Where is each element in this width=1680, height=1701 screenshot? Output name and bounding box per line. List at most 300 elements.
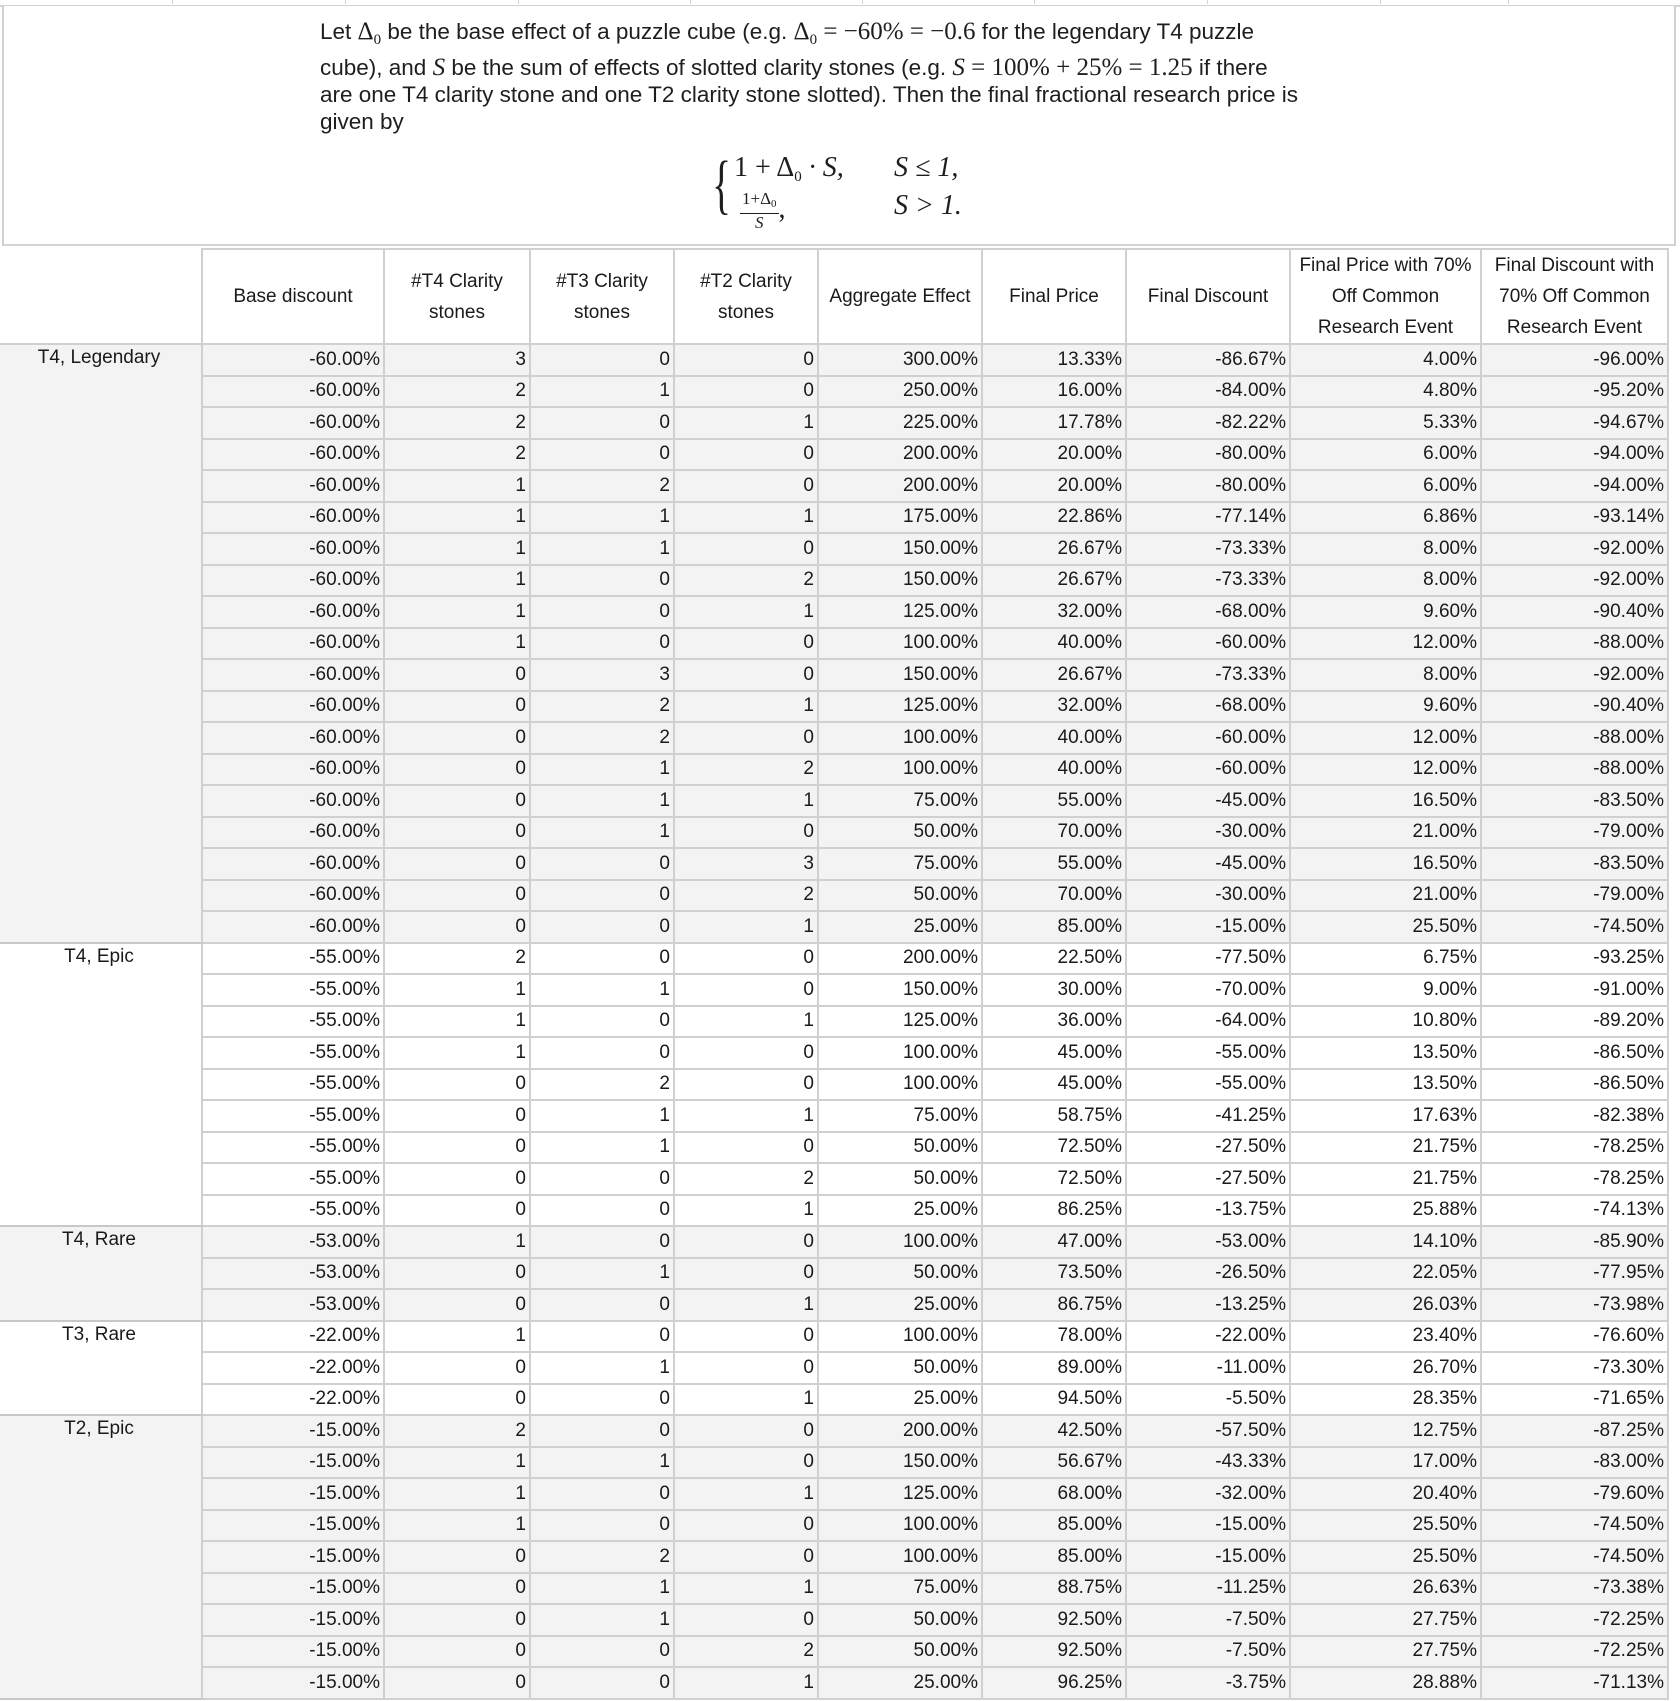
aggregate-effect-cell[interactable]: 50.00%: [818, 1163, 982, 1195]
t4-stones-cell[interactable]: 1: [384, 1321, 530, 1353]
base-discount-cell[interactable]: -55.00%: [202, 1132, 384, 1164]
final-price-event-header[interactable]: Final Price with 70% Off Common Research Event: [1290, 249, 1481, 344]
final-price-event-cell[interactable]: 9.60%: [1290, 691, 1481, 723]
final-price-cell[interactable]: 32.00%: [982, 691, 1126, 723]
final-price-event-cell[interactable]: 12.00%: [1290, 628, 1481, 660]
final-price-event-cell[interactable]: 21.00%: [1290, 817, 1481, 849]
aggregate-effect-cell[interactable]: 50.00%: [818, 1258, 982, 1290]
base-discount-cell[interactable]: -60.00%: [202, 596, 384, 628]
aggregate-effect-cell[interactable]: 50.00%: [818, 1132, 982, 1164]
t2-stones-cell[interactable]: 1: [674, 502, 818, 534]
final-price-event-cell[interactable]: 8.00%: [1290, 533, 1481, 565]
final-discount-cell[interactable]: -30.00%: [1126, 880, 1290, 912]
t2-stones-cell[interactable]: 2: [674, 880, 818, 912]
final-price-cell[interactable]: 26.67%: [982, 533, 1126, 565]
final-price-cell[interactable]: 70.00%: [982, 880, 1126, 912]
t4-stones-cell[interactable]: 0: [384, 1384, 530, 1416]
final-price-event-cell[interactable]: 25.50%: [1290, 1510, 1481, 1542]
final-price-cell[interactable]: 32.00%: [982, 596, 1126, 628]
final-discount-cell[interactable]: -68.00%: [1126, 596, 1290, 628]
t3-stones-cell[interactable]: 0: [530, 1163, 674, 1195]
base-discount-cell[interactable]: -60.00%: [202, 785, 384, 817]
t2-stones-cell[interactable]: 0: [674, 1258, 818, 1290]
final-discount-event-cell[interactable]: -79.00%: [1481, 817, 1668, 849]
t3-stones-cell[interactable]: 1: [530, 785, 674, 817]
final-price-cell[interactable]: 72.50%: [982, 1132, 1126, 1164]
final-discount-event-cell[interactable]: -86.50%: [1481, 1037, 1668, 1069]
t4-stones-cell[interactable]: 0: [384, 880, 530, 912]
final-price-event-cell[interactable]: 14.10%: [1290, 1226, 1481, 1258]
final-price-event-cell[interactable]: 16.50%: [1290, 848, 1481, 880]
final-price-cell[interactable]: 47.00%: [982, 1226, 1126, 1258]
final-price-cell[interactable]: 26.67%: [982, 659, 1126, 691]
base-discount-cell[interactable]: -15.00%: [202, 1478, 384, 1510]
final-discount-cell[interactable]: -60.00%: [1126, 754, 1290, 786]
aggregate-effect-cell[interactable]: 200.00%: [818, 1415, 982, 1447]
t3-stones-cell[interactable]: 0: [530, 1478, 674, 1510]
t3-stones-cell[interactable]: 0: [530, 1195, 674, 1227]
final-discount-cell[interactable]: -15.00%: [1126, 1510, 1290, 1542]
aggregate-effect-cell[interactable]: 50.00%: [818, 880, 982, 912]
final-discount-event-cell[interactable]: -76.60%: [1481, 1321, 1668, 1353]
t3-stones-cell[interactable]: 0: [530, 439, 674, 471]
final-price-event-cell[interactable]: 26.03%: [1290, 1289, 1481, 1321]
base-discount-cell[interactable]: -22.00%: [202, 1321, 384, 1353]
t4-stones-cell[interactable]: 2: [384, 943, 530, 975]
t4-stones-cell[interactable]: 0: [384, 1604, 530, 1636]
t2-stones-cell[interactable]: 1: [674, 1573, 818, 1605]
t4-stones-cell[interactable]: 1: [384, 596, 530, 628]
group-label-cell[interactable]: T4, Epic: [0, 943, 202, 1227]
final-discount-event-cell[interactable]: -90.40%: [1481, 596, 1668, 628]
final-discount-cell[interactable]: -77.14%: [1126, 502, 1290, 534]
final-discount-event-cell[interactable]: -79.60%: [1481, 1478, 1668, 1510]
t4-stones-cell[interactable]: 1: [384, 1447, 530, 1479]
t4-stones-cell[interactable]: 1: [384, 565, 530, 597]
aggregate-effect-cell[interactable]: 50.00%: [818, 1604, 982, 1636]
corner-header[interactable]: [0, 249, 202, 344]
t3-stones-cell[interactable]: 0: [530, 407, 674, 439]
t3-stones-cell[interactable]: 0: [530, 943, 674, 975]
t2-stones-header[interactable]: #T2 Clarity stones: [674, 249, 818, 344]
t2-stones-cell[interactable]: 2: [674, 754, 818, 786]
t2-stones-cell[interactable]: 1: [674, 1100, 818, 1132]
t3-stones-cell[interactable]: 2: [530, 722, 674, 754]
final-price-event-cell[interactable]: 4.80%: [1290, 376, 1481, 408]
base-discount-cell[interactable]: -55.00%: [202, 1037, 384, 1069]
aggregate-effect-cell[interactable]: 75.00%: [818, 1573, 982, 1605]
final-price-cell[interactable]: 13.33%: [982, 344, 1126, 376]
t2-stones-cell[interactable]: 0: [674, 344, 818, 376]
t4-stones-cell[interactable]: 1: [384, 628, 530, 660]
final-price-event-cell[interactable]: 6.00%: [1290, 470, 1481, 502]
t4-stones-cell[interactable]: 3: [384, 344, 530, 376]
final-price-cell[interactable]: 78.00%: [982, 1321, 1126, 1353]
t3-stones-cell[interactable]: 0: [530, 1384, 674, 1416]
aggregate-effect-header[interactable]: Aggregate Effect: [818, 249, 982, 344]
base-discount-cell[interactable]: -55.00%: [202, 1163, 384, 1195]
final-discount-event-cell[interactable]: -83.50%: [1481, 785, 1668, 817]
base-discount-cell[interactable]: -60.00%: [202, 848, 384, 880]
base-discount-cell[interactable]: -15.00%: [202, 1510, 384, 1542]
aggregate-effect-cell[interactable]: 200.00%: [818, 943, 982, 975]
t2-stones-cell[interactable]: 1: [674, 407, 818, 439]
final-discount-cell[interactable]: -73.33%: [1126, 659, 1290, 691]
aggregate-effect-cell[interactable]: 100.00%: [818, 1541, 982, 1573]
final-discount-event-cell[interactable]: -88.00%: [1481, 754, 1668, 786]
base-discount-cell[interactable]: -60.00%: [202, 659, 384, 691]
t2-stones-cell[interactable]: 0: [674, 1069, 818, 1101]
final-price-event-cell[interactable]: 12.75%: [1290, 1415, 1481, 1447]
final-price-event-cell[interactable]: 17.63%: [1290, 1100, 1481, 1132]
base-discount-cell[interactable]: -15.00%: [202, 1604, 384, 1636]
final-price-event-cell[interactable]: 21.75%: [1290, 1163, 1481, 1195]
final-price-cell[interactable]: 42.50%: [982, 1415, 1126, 1447]
final-discount-cell[interactable]: -84.00%: [1126, 376, 1290, 408]
final-price-cell[interactable]: 16.00%: [982, 376, 1126, 408]
t2-stones-cell[interactable]: 0: [674, 1226, 818, 1258]
base-discount-cell[interactable]: -60.00%: [202, 911, 384, 943]
final-price-cell[interactable]: 40.00%: [982, 722, 1126, 754]
base-discount-cell[interactable]: -15.00%: [202, 1541, 384, 1573]
base-discount-cell[interactable]: -53.00%: [202, 1258, 384, 1290]
final-discount-cell[interactable]: -7.50%: [1126, 1604, 1290, 1636]
final-discount-cell[interactable]: -70.00%: [1126, 974, 1290, 1006]
t3-stones-cell[interactable]: 0: [530, 848, 674, 880]
t3-stones-cell[interactable]: 1: [530, 817, 674, 849]
final-price-event-cell[interactable]: 9.00%: [1290, 974, 1481, 1006]
t4-stones-cell[interactable]: 0: [384, 1132, 530, 1164]
t4-stones-cell[interactable]: 0: [384, 691, 530, 723]
final-price-cell[interactable]: 45.00%: [982, 1037, 1126, 1069]
t2-stones-cell[interactable]: 0: [674, 943, 818, 975]
base-discount-header[interactable]: Base discount: [202, 249, 384, 344]
base-discount-cell[interactable]: -55.00%: [202, 1006, 384, 1038]
final-discount-event-cell[interactable]: -94.67%: [1481, 407, 1668, 439]
final-discount-cell[interactable]: -73.33%: [1126, 565, 1290, 597]
final-price-event-cell[interactable]: 6.86%: [1290, 502, 1481, 534]
final-discount-cell[interactable]: -13.25%: [1126, 1289, 1290, 1321]
group-label-cell[interactable]: T4, Legendary: [0, 344, 202, 943]
final-discount-cell[interactable]: -32.00%: [1126, 1478, 1290, 1510]
final-discount-cell[interactable]: -43.33%: [1126, 1447, 1290, 1479]
t2-stones-cell[interactable]: 0: [674, 376, 818, 408]
t2-stones-cell[interactable]: 3: [674, 848, 818, 880]
t3-stones-cell[interactable]: 0: [530, 565, 674, 597]
final-price-cell[interactable]: 85.00%: [982, 911, 1126, 943]
final-price-event-cell[interactable]: 25.88%: [1290, 1195, 1481, 1227]
t2-stones-cell[interactable]: 1: [674, 1478, 818, 1510]
aggregate-effect-cell[interactable]: 100.00%: [818, 1037, 982, 1069]
t4-stones-cell[interactable]: 0: [384, 1352, 530, 1384]
aggregate-effect-cell[interactable]: 50.00%: [818, 1352, 982, 1384]
final-discount-event-cell[interactable]: -78.25%: [1481, 1163, 1668, 1195]
final-price-cell[interactable]: 36.00%: [982, 1006, 1126, 1038]
t4-stones-cell[interactable]: 0: [384, 1573, 530, 1605]
final-discount-cell[interactable]: -22.00%: [1126, 1321, 1290, 1353]
t2-stones-cell[interactable]: 0: [674, 1321, 818, 1353]
t3-stones-cell[interactable]: 0: [530, 1037, 674, 1069]
t2-stones-cell[interactable]: 0: [674, 628, 818, 660]
final-discount-cell[interactable]: -82.22%: [1126, 407, 1290, 439]
aggregate-effect-cell[interactable]: 25.00%: [818, 911, 982, 943]
final-discount-event-cell[interactable]: -88.00%: [1481, 628, 1668, 660]
aggregate-effect-cell[interactable]: 150.00%: [818, 974, 982, 1006]
aggregate-effect-cell[interactable]: 150.00%: [818, 565, 982, 597]
base-discount-cell[interactable]: -15.00%: [202, 1667, 384, 1699]
final-discount-event-cell[interactable]: -92.00%: [1481, 565, 1668, 597]
final-price-event-cell[interactable]: 17.00%: [1290, 1447, 1481, 1479]
t3-stones-cell[interactable]: 0: [530, 1415, 674, 1447]
base-discount-cell[interactable]: -60.00%: [202, 470, 384, 502]
final-price-cell[interactable]: 85.00%: [982, 1541, 1126, 1573]
final-price-cell[interactable]: 22.86%: [982, 502, 1126, 534]
base-discount-cell[interactable]: -55.00%: [202, 974, 384, 1006]
final-price-cell[interactable]: 73.50%: [982, 1258, 1126, 1290]
final-discount-event-cell[interactable]: -95.20%: [1481, 376, 1668, 408]
t3-stones-cell[interactable]: 1: [530, 376, 674, 408]
base-discount-cell[interactable]: -55.00%: [202, 1069, 384, 1101]
final-discount-cell[interactable]: -11.00%: [1126, 1352, 1290, 1384]
aggregate-effect-cell[interactable]: 125.00%: [818, 596, 982, 628]
final-discount-header[interactable]: Final Discount: [1126, 249, 1290, 344]
t2-stones-cell[interactable]: 0: [674, 1352, 818, 1384]
t3-stones-cell[interactable]: 0: [530, 880, 674, 912]
aggregate-effect-cell[interactable]: 150.00%: [818, 1447, 982, 1479]
aggregate-effect-cell[interactable]: 125.00%: [818, 691, 982, 723]
final-discount-cell[interactable]: -80.00%: [1126, 470, 1290, 502]
aggregate-effect-cell[interactable]: 75.00%: [818, 785, 982, 817]
base-discount-cell[interactable]: -60.00%: [202, 817, 384, 849]
final-discount-cell[interactable]: -80.00%: [1126, 439, 1290, 471]
aggregate-effect-cell[interactable]: 300.00%: [818, 344, 982, 376]
final-discount-event-cell[interactable]: -74.50%: [1481, 1541, 1668, 1573]
final-price-cell[interactable]: 40.00%: [982, 628, 1126, 660]
final-price-event-cell[interactable]: 28.35%: [1290, 1384, 1481, 1416]
aggregate-effect-cell[interactable]: 100.00%: [818, 628, 982, 660]
t4-stones-cell[interactable]: 0: [384, 1541, 530, 1573]
t2-stones-cell[interactable]: 0: [674, 1132, 818, 1164]
t3-stones-cell[interactable]: 3: [530, 659, 674, 691]
t2-stones-cell[interactable]: 0: [674, 722, 818, 754]
t4-stones-cell[interactable]: 2: [384, 376, 530, 408]
final-discount-event-cell[interactable]: -73.38%: [1481, 1573, 1668, 1605]
final-discount-event-cell[interactable]: -94.00%: [1481, 439, 1668, 471]
t4-stones-cell[interactable]: 1: [384, 1478, 530, 1510]
aggregate-effect-cell[interactable]: 100.00%: [818, 1321, 982, 1353]
formula-note-cell[interactable]: [2, 6, 1676, 246]
aggregate-effect-cell[interactable]: 25.00%: [818, 1384, 982, 1416]
final-discount-cell[interactable]: -41.25%: [1126, 1100, 1290, 1132]
t4-stones-cell[interactable]: 1: [384, 1226, 530, 1258]
final-discount-event-cell[interactable]: -74.13%: [1481, 1195, 1668, 1227]
t4-stones-cell[interactable]: 0: [384, 1636, 530, 1668]
t2-stones-cell[interactable]: 1: [674, 1289, 818, 1321]
final-price-event-cell[interactable]: 16.50%: [1290, 785, 1481, 817]
t2-stones-cell[interactable]: 1: [674, 691, 818, 723]
base-discount-cell[interactable]: -60.00%: [202, 754, 384, 786]
base-discount-cell[interactable]: -60.00%: [202, 439, 384, 471]
t4-stones-cell[interactable]: 1: [384, 1006, 530, 1038]
final-discount-event-cell[interactable]: -83.50%: [1481, 848, 1668, 880]
final-price-event-cell[interactable]: 22.05%: [1290, 1258, 1481, 1290]
t2-stones-cell[interactable]: 0: [674, 659, 818, 691]
t2-stones-cell[interactable]: 1: [674, 1384, 818, 1416]
t4-stones-cell[interactable]: 1: [384, 974, 530, 1006]
t4-stones-cell[interactable]: 1: [384, 470, 530, 502]
final-price-event-cell[interactable]: 12.00%: [1290, 754, 1481, 786]
final-discount-cell[interactable]: -26.50%: [1126, 1258, 1290, 1290]
final-price-event-cell[interactable]: 13.50%: [1290, 1069, 1481, 1101]
t2-stones-cell[interactable]: 0: [674, 1037, 818, 1069]
final-discount-event-cell[interactable]: -90.40%: [1481, 691, 1668, 723]
t2-stones-cell[interactable]: 1: [674, 596, 818, 628]
final-discount-cell[interactable]: -15.00%: [1126, 1541, 1290, 1573]
t4-stones-cell[interactable]: 0: [384, 1195, 530, 1227]
t3-stones-cell[interactable]: 0: [530, 1510, 674, 1542]
base-discount-cell[interactable]: -15.00%: [202, 1415, 384, 1447]
t3-stones-cell[interactable]: 0: [530, 596, 674, 628]
t3-stones-header[interactable]: #T3 Clarity stones: [530, 249, 674, 344]
base-discount-cell[interactable]: -53.00%: [202, 1226, 384, 1258]
final-discount-cell[interactable]: -45.00%: [1126, 848, 1290, 880]
t4-stones-cell[interactable]: 0: [384, 754, 530, 786]
t2-stones-cell[interactable]: 1: [674, 911, 818, 943]
base-discount-cell[interactable]: -55.00%: [202, 1100, 384, 1132]
aggregate-effect-cell[interactable]: 100.00%: [818, 722, 982, 754]
t3-stones-cell[interactable]: 0: [530, 1321, 674, 1353]
final-price-event-cell[interactable]: 9.60%: [1290, 596, 1481, 628]
aggregate-effect-cell[interactable]: 125.00%: [818, 1478, 982, 1510]
final-price-header[interactable]: Final Price: [982, 249, 1126, 344]
t2-stones-cell[interactable]: 0: [674, 974, 818, 1006]
final-price-event-cell[interactable]: 27.75%: [1290, 1636, 1481, 1668]
base-discount-cell[interactable]: -60.00%: [202, 502, 384, 534]
final-price-event-cell[interactable]: 21.75%: [1290, 1132, 1481, 1164]
aggregate-effect-cell[interactable]: 75.00%: [818, 848, 982, 880]
t3-stones-cell[interactable]: 1: [530, 1258, 674, 1290]
final-price-cell[interactable]: 68.00%: [982, 1478, 1126, 1510]
t3-stones-cell[interactable]: 2: [530, 470, 674, 502]
t4-stones-cell[interactable]: 1: [384, 502, 530, 534]
final-discount-cell[interactable]: -13.75%: [1126, 1195, 1290, 1227]
final-price-event-cell[interactable]: 26.63%: [1290, 1573, 1481, 1605]
final-price-cell[interactable]: 86.25%: [982, 1195, 1126, 1227]
final-discount-event-cell[interactable]: -87.25%: [1481, 1415, 1668, 1447]
t4-stones-cell[interactable]: 0: [384, 722, 530, 754]
aggregate-effect-cell[interactable]: 50.00%: [818, 1636, 982, 1668]
base-discount-cell[interactable]: -55.00%: [202, 1195, 384, 1227]
final-price-cell[interactable]: 56.67%: [982, 1447, 1126, 1479]
base-discount-cell[interactable]: -22.00%: [202, 1352, 384, 1384]
t2-stones-cell[interactable]: 2: [674, 1163, 818, 1195]
final-price-cell[interactable]: 22.50%: [982, 943, 1126, 975]
t2-stones-cell[interactable]: 0: [674, 1604, 818, 1636]
final-price-cell[interactable]: 30.00%: [982, 974, 1126, 1006]
final-discount-event-cell[interactable]: -93.14%: [1481, 502, 1668, 534]
final-price-cell[interactable]: 17.78%: [982, 407, 1126, 439]
aggregate-effect-cell[interactable]: 150.00%: [818, 659, 982, 691]
base-discount-cell[interactable]: -60.00%: [202, 344, 384, 376]
t3-stones-cell[interactable]: 0: [530, 1226, 674, 1258]
final-price-cell[interactable]: 86.75%: [982, 1289, 1126, 1321]
t2-stones-cell[interactable]: 1: [674, 1006, 818, 1038]
final-price-event-cell[interactable]: 6.75%: [1290, 943, 1481, 975]
final-discount-cell[interactable]: -7.50%: [1126, 1636, 1290, 1668]
t3-stones-cell[interactable]: 0: [530, 1006, 674, 1038]
t2-stones-cell[interactable]: 0: [674, 1447, 818, 1479]
t4-stones-cell[interactable]: 0: [384, 848, 530, 880]
t3-stones-cell[interactable]: 2: [530, 691, 674, 723]
aggregate-effect-cell[interactable]: 50.00%: [818, 817, 982, 849]
final-price-event-cell[interactable]: 13.50%: [1290, 1037, 1481, 1069]
group-label-cell[interactable]: T2, Epic: [0, 1415, 202, 1699]
t4-stones-cell[interactable]: 2: [384, 1415, 530, 1447]
t3-stones-cell[interactable]: 1: [530, 1447, 674, 1479]
t4-stones-cell[interactable]: 0: [384, 911, 530, 943]
t3-stones-cell[interactable]: 1: [530, 1100, 674, 1132]
final-discount-event-cell[interactable]: -73.30%: [1481, 1352, 1668, 1384]
t2-stones-cell[interactable]: 0: [674, 1510, 818, 1542]
t3-stones-cell[interactable]: 0: [530, 344, 674, 376]
final-price-cell[interactable]: 94.50%: [982, 1384, 1126, 1416]
aggregate-effect-cell[interactable]: 25.00%: [818, 1289, 982, 1321]
t3-stones-cell[interactable]: 1: [530, 754, 674, 786]
t4-stones-cell[interactable]: 0: [384, 785, 530, 817]
t2-stones-cell[interactable]: 0: [674, 533, 818, 565]
aggregate-effect-cell[interactable]: 100.00%: [818, 754, 982, 786]
t2-stones-cell[interactable]: 2: [674, 1636, 818, 1668]
group-label-cell[interactable]: T3, Rare: [0, 1321, 202, 1416]
t4-stones-cell[interactable]: 2: [384, 407, 530, 439]
t2-stones-cell[interactable]: 1: [674, 1195, 818, 1227]
final-discount-cell[interactable]: -53.00%: [1126, 1226, 1290, 1258]
final-discount-cell[interactable]: -55.00%: [1126, 1037, 1290, 1069]
aggregate-effect-cell[interactable]: 175.00%: [818, 502, 982, 534]
base-discount-cell[interactable]: -60.00%: [202, 565, 384, 597]
final-discount-event-cell[interactable]: -96.00%: [1481, 344, 1668, 376]
final-price-event-cell[interactable]: 20.40%: [1290, 1478, 1481, 1510]
final-discount-event-cell[interactable]: -74.50%: [1481, 1510, 1668, 1542]
t3-stones-cell[interactable]: 1: [530, 1132, 674, 1164]
t4-stones-cell[interactable]: 1: [384, 1037, 530, 1069]
final-price-cell[interactable]: 40.00%: [982, 754, 1126, 786]
final-discount-event-cell[interactable]: -91.00%: [1481, 974, 1668, 1006]
t4-stones-cell[interactable]: 0: [384, 1100, 530, 1132]
t3-stones-cell[interactable]: 2: [530, 1069, 674, 1101]
final-discount-cell[interactable]: -60.00%: [1126, 628, 1290, 660]
t4-stones-cell[interactable]: 0: [384, 817, 530, 849]
t4-stones-cell[interactable]: 0: [384, 1163, 530, 1195]
final-price-cell[interactable]: 20.00%: [982, 439, 1126, 471]
t3-stones-cell[interactable]: 1: [530, 1352, 674, 1384]
final-discount-cell[interactable]: -3.75%: [1126, 1667, 1290, 1699]
final-price-event-cell[interactable]: 8.00%: [1290, 659, 1481, 691]
t3-stones-cell[interactable]: 0: [530, 1289, 674, 1321]
aggregate-effect-cell[interactable]: 150.00%: [818, 533, 982, 565]
final-discount-event-cell[interactable]: -92.00%: [1481, 659, 1668, 691]
final-discount-event-cell[interactable]: -93.25%: [1481, 943, 1668, 975]
final-price-event-cell[interactable]: 8.00%: [1290, 565, 1481, 597]
final-discount-event-cell[interactable]: -89.20%: [1481, 1006, 1668, 1038]
t3-stones-cell[interactable]: 0: [530, 1636, 674, 1668]
final-discount-cell[interactable]: -77.50%: [1126, 943, 1290, 975]
final-discount-event-cell[interactable]: -73.98%: [1481, 1289, 1668, 1321]
final-discount-cell[interactable]: -57.50%: [1126, 1415, 1290, 1447]
aggregate-effect-cell[interactable]: 75.00%: [818, 1100, 982, 1132]
t2-stones-cell[interactable]: 0: [674, 1415, 818, 1447]
aggregate-effect-cell[interactable]: 25.00%: [818, 1667, 982, 1699]
